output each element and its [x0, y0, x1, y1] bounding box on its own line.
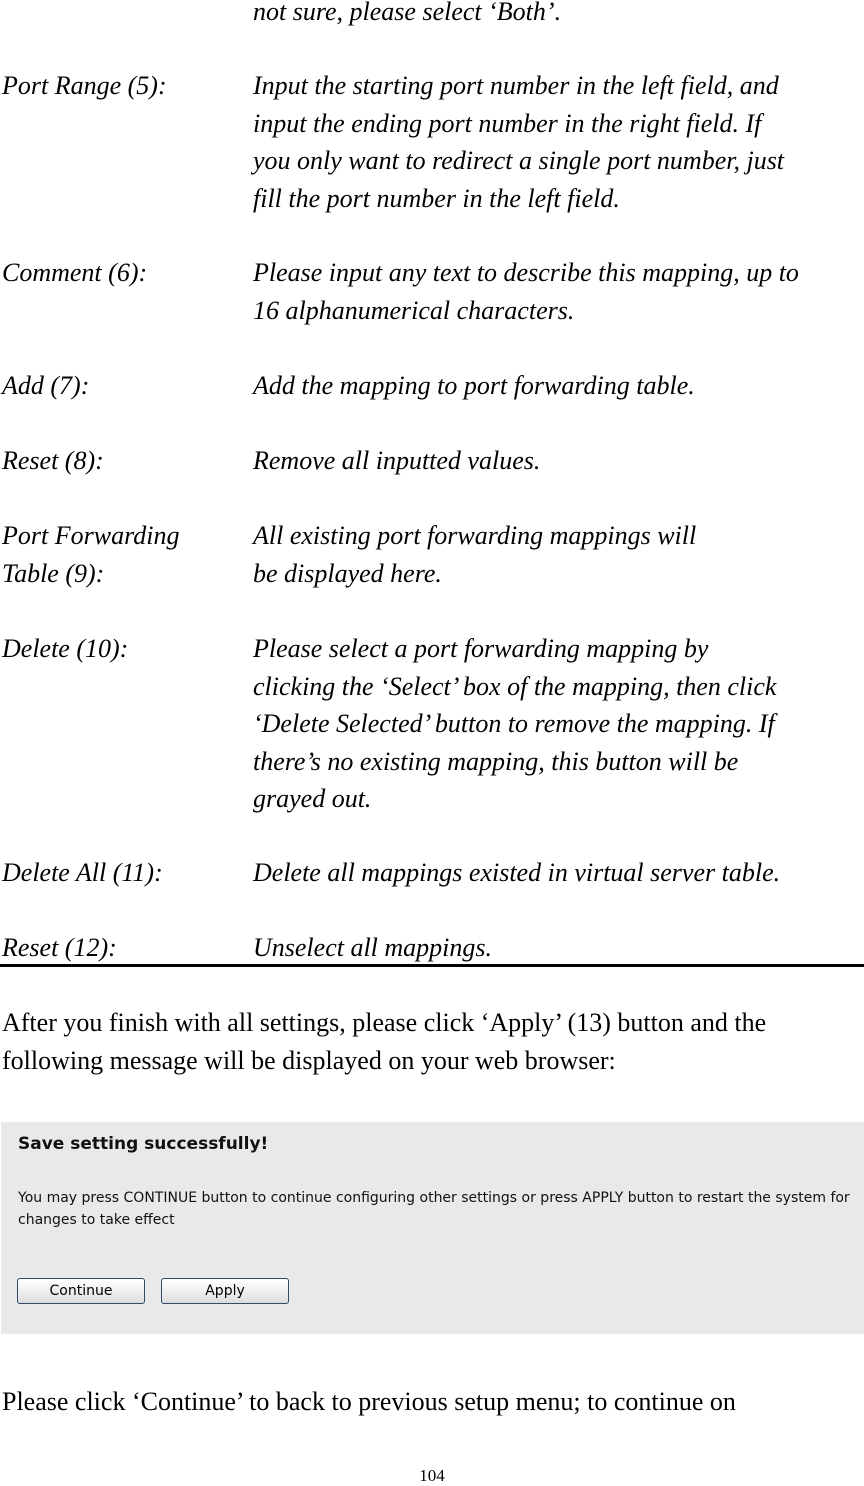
desc-line: Unselect all mappings.	[253, 933, 493, 962]
desc-delete-all	[253, 854, 864, 892]
term-text: Comment (6):	[2, 258, 148, 287]
save-success-title: Save setting successfully!	[18, 1134, 269, 1154]
desc-reset-12	[253, 929, 864, 967]
term-text: Table (9):	[2, 558, 105, 588]
desc-delete	[253, 630, 864, 818]
desc-line: Delete all mappings existed in virtual server table.	[253, 858, 781, 887]
desc-line: clicking the ‘Select’ box of the mapping, then click	[253, 671, 777, 701]
term-add	[2, 367, 247, 405]
term-text: Reset (8):	[2, 446, 104, 475]
top-fragment: not sure, please select ‘Both’.	[253, 0, 562, 26]
apply-button[interactable]: Apply	[161, 1278, 289, 1304]
closing-line: Please click ‘Continue’ to back to previous setup menu; to continue on	[2, 1387, 736, 1416]
term-text: Delete (10):	[2, 634, 129, 663]
table-bottom-rule	[0, 964, 864, 967]
desc-line: Input the starting port number in the left field, and	[253, 71, 779, 100]
continue-button[interactable]: Continue	[17, 1278, 145, 1304]
desc-line: All existing port forwarding mappings will	[253, 521, 697, 550]
desc-line: be displayed here.	[253, 558, 442, 588]
desc-line: Remove all inputted values.	[253, 446, 541, 475]
paragraph-line: After you finish with all settings, please click ‘Apply’ (13) button and the	[2, 1008, 767, 1037]
paragraph-line: following message will be displayed on your web browser:	[2, 1045, 616, 1075]
desc-reset-8	[253, 442, 864, 480]
desc-line: Please input any text to describe this mapping, up to	[253, 258, 799, 287]
desc-line: there’s no existing mapping, this button will be	[253, 746, 739, 776]
save-success-message: You may press CONTINUE button to continue configuring other settings or press APPLY button to restart the system for changes to take effect	[18, 1190, 850, 1228]
desc-port-range	[253, 67, 864, 217]
desc-comment	[253, 254, 864, 329]
term-delete-all	[2, 854, 247, 892]
desc-line: Please select a port forwarding mapping by	[253, 634, 709, 663]
desc-line: ‘Delete Selected’ button to remove the mapping. If	[253, 709, 775, 738]
term-comment	[2, 254, 247, 292]
term-text: Add (7):	[2, 371, 90, 400]
term-reset-8	[2, 442, 247, 480]
save-success-screenshot	[1, 1122, 864, 1334]
desc-line: grayed out.	[253, 784, 372, 813]
desc-line: you only want to redirect a single port number, just	[253, 146, 785, 175]
desc-line: fill the port number in the left field.	[253, 183, 620, 213]
term-port-forwarding-table	[2, 517, 247, 592]
term-text: Delete All (11):	[2, 858, 163, 887]
desc-port-forwarding-table	[253, 517, 864, 592]
term-port-range	[2, 67, 247, 105]
term-text: Port Forwarding	[2, 521, 180, 550]
term-delete	[2, 630, 247, 668]
desc-line: Add the mapping to port forwarding table.	[253, 371, 695, 400]
apply-paragraph	[2, 1004, 864, 1079]
term-text: Port Range (5):	[2, 71, 167, 100]
desc-line: input the ending port number in the right field. If	[253, 108, 762, 138]
desc-add	[253, 367, 864, 405]
term-reset-12	[2, 929, 247, 967]
desc-line: 16 alphanumerical characters.	[253, 295, 575, 325]
term-text: Reset (12):	[2, 933, 117, 962]
page-number: 104	[419, 1466, 445, 1485]
